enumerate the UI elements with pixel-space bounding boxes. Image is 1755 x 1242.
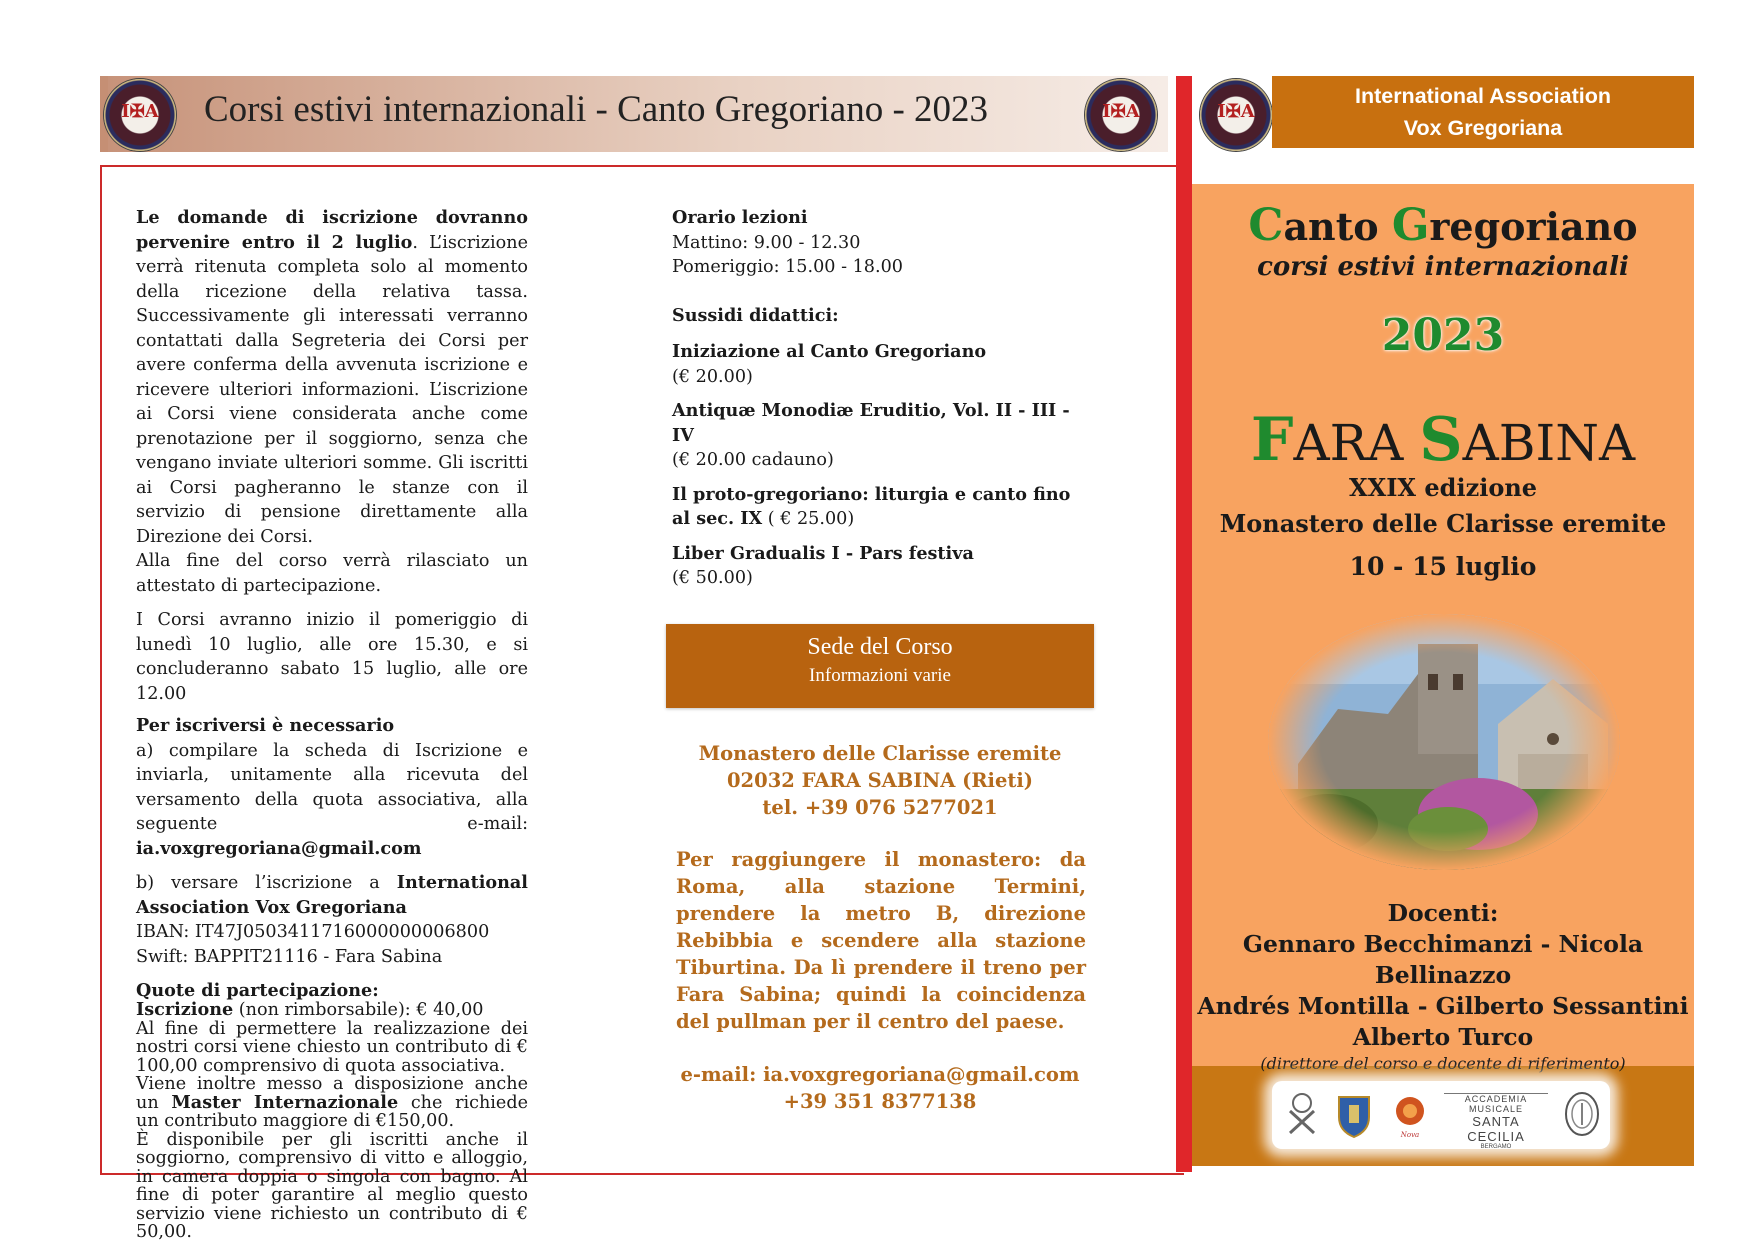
papal-keys-icon — [1282, 1089, 1322, 1139]
quote-text-2 — [136, 1075, 528, 1131]
svg-text:Nova: Nova — [1400, 1131, 1420, 1139]
venue-label: Monastero delle Clarisse eremite — [1219, 509, 1667, 538]
sussidio-title: Il proto-gregoriano: liturgia e canto fino al sec. IX — [672, 483, 1071, 529]
title-initial: C — [1248, 200, 1284, 251]
contact-email[interactable]: e-mail: ia.voxgregoriana@gmail.com — [680, 1063, 1080, 1086]
attestato-text: Alla fine del corso verrà rilasciato un attestato di partecipazione. — [136, 551, 528, 596]
header-banner — [100, 76, 1168, 152]
sussidio-title: Iniziazione al Canto Gregoriano — [672, 341, 987, 362]
info-column — [672, 206, 1092, 601]
quote-iscrizione-value: (non rimborsabile): € 40,00 — [233, 1000, 484, 1020]
divider-bar — [1176, 76, 1192, 1172]
association-banner — [1272, 76, 1694, 148]
orario-heading: Orario lezioni — [672, 207, 808, 228]
title-part: anto — [1283, 204, 1392, 249]
master-label: Master Internazionale — [171, 1091, 399, 1113]
contact-block — [666, 1061, 1094, 1115]
orario-mattino: Mattino: 9.00 - 12.30 — [672, 232, 861, 253]
teachers-line: Gennaro Becchimanzi - Nicola Bellinazzo — [1242, 930, 1644, 989]
sussidio-item — [672, 399, 1092, 473]
association-line-2: Vox Gregoriana — [1403, 116, 1563, 140]
contact-phone: +39 351 8377138 — [783, 1090, 977, 1113]
orario-pomeriggio: Pomeriggio: 15.00 - 18.00 — [672, 257, 903, 277]
quote-iscrizione — [136, 1001, 528, 1020]
sussidio-item — [672, 542, 1092, 591]
phone-line: tel. +39 076 5277021 — [762, 796, 998, 819]
academy-logo — [1444, 1093, 1548, 1150]
quote-text-2a: Viene inoltre messo a disposizione anche un — [136, 1074, 528, 1113]
association-seal-icon: I✠A — [1085, 79, 1157, 151]
course-dates: 10 - 15 luglio — [1349, 552, 1537, 581]
academy-line-2: SANTA CECILIA — [1467, 1114, 1525, 1144]
quote-text-1: Al fine di permettere la realizzazione dei nostri corsi viene chiesto un contributo di € 100,00 comprensivo di quota associativa. — [136, 1018, 528, 1076]
sussidio-item — [672, 340, 1092, 389]
location-initial: S — [1419, 405, 1463, 475]
association-seal-icon: I✠A — [1200, 79, 1272, 151]
sun-emblem-icon — [1386, 1089, 1434, 1139]
sussidio-item — [672, 483, 1092, 532]
swift: Swift: BAPPIT21116 - Fara Sabina — [136, 946, 443, 967]
iban: IBAN: IT47J0503411716000000006800 — [136, 922, 490, 942]
sussidio-price: (€ 20.00 cadauno) — [672, 450, 834, 470]
cover-location — [1192, 405, 1694, 475]
address-line: 02032 FARA SABINA (Rieti) — [726, 769, 1034, 792]
edition-label: XXIX edizione — [1348, 473, 1538, 502]
location-part: ABINA — [1462, 414, 1636, 472]
round-seal-icon — [1562, 1089, 1602, 1139]
teachers-line: Andrés Montilla - Gilberto Sessantini — [1197, 992, 1689, 1020]
address-line: Monastero delle Clarisse eremite — [698, 742, 1062, 765]
registration-text: . L’iscrizione verrà ritenuta completa solo al momento della ricezione della relativa tassa. Successivamente gli interessati verranno contattati dalla Segreteria dei Corsi per avere conferma della avvenuta iscrizione e ricevere ulteriori informazioni. L’iscrizione ai Corsi viene considerata anche come prenotazione per il soggiorno, senza che vengano inviate ulteriori somme. Gli iscritti ai Corsi pagheranno le stanze con il servizio di pensione direttamente alla Direzione dei Corsi. — [136, 232, 528, 547]
iscriversi-step-b — [136, 871, 528, 920]
sussidio-price: (€ 50.00) — [672, 568, 753, 588]
sede-banner — [666, 624, 1094, 708]
step-a-text: a) compilare la scheda di Iscrizione e inviarla, unitamente alla ricevuta del versamento della quota associativa, alla seguente e-mail: — [136, 740, 528, 834]
teachers-block — [1192, 898, 1694, 1075]
page-title: Corsi estivi internazionali - Canto Gregoriano - 2023 — [204, 89, 989, 130]
academy-line-3: BERGAMO — [1480, 1144, 1512, 1150]
sussidio-price: ( € 25.00) — [762, 509, 855, 529]
address-block — [666, 740, 1094, 821]
registration-column — [136, 206, 528, 1242]
association-line-1: International Association — [1354, 84, 1612, 108]
quote-iscrizione-label: Iscrizione — [136, 999, 234, 1020]
title-part: regoriano — [1429, 204, 1638, 249]
title-initial: G — [1391, 200, 1430, 251]
iscriversi-step-a — [136, 739, 528, 862]
association-seal-icon: I✠A — [104, 79, 176, 151]
teachers-line: Alberto Turco — [1352, 1023, 1534, 1051]
partner-logos — [1272, 1081, 1610, 1149]
location-part: ARA — [1293, 414, 1420, 472]
quote-text-2b: che richiede un contributo maggiore di €150,00. — [136, 1092, 529, 1131]
sede-title: Sede del Corso — [807, 634, 953, 660]
teachers-heading: Docenti: — [1387, 899, 1499, 927]
directions-text: Per raggiungere il monastero: da Roma, alla stazione Termini, prendere la metro B, direzione Rebibbia e scendere alla stazione Tiburtina. Da lì prendere il treno per Fara Sabina; quindi la coincidenza del pullman per il centro del paese. — [676, 848, 1086, 1033]
cover-year: 2023 — [1381, 310, 1505, 361]
step-b-text: b) versare l’iscrizione a — [136, 873, 397, 893]
academy-line-1: ACCADEMIA MUSICALE — [1444, 1093, 1548, 1114]
cover-title — [1192, 200, 1694, 251]
sussidi-heading: Sussidi didattici: — [672, 304, 839, 326]
quote-heading: Quote di partecipazione: — [136, 980, 379, 1001]
iscriversi-heading: Per iscriversi è necessario — [136, 715, 395, 736]
edition-block — [1192, 470, 1694, 542]
sede-subtitle: Informazioni varie — [809, 665, 951, 686]
cover-subtitle: corsi estivi internazionali — [1257, 252, 1629, 282]
sussidio-title: Liber Gradualis I - Pars festiva — [672, 542, 974, 564]
registration-deadline: Le domande di iscrizione dovranno pervenire entro il 2 luglio — [136, 207, 528, 253]
registration-paragraph — [136, 206, 528, 549]
coat-of-arms-icon — [1334, 1089, 1374, 1139]
teachers-note: (direttore del corso e docente di riferimento) — [1260, 1054, 1626, 1073]
course-schedule-text: I Corsi avranno inizio il pomeriggio di lunedì 10 luglio, alle ore 15.30, e si concluderanno sabato 15 luglio, alle ore 12.00 — [136, 610, 528, 704]
association-name: International Association Vox Gregoriana — [136, 872, 528, 918]
sussidio-title: Antiquæ Monodiæ Eruditio, Vol. II - III - IV — [672, 400, 1070, 446]
quote-text-3: È disponibile per gli iscritti anche il soggiorno, comprensivo di vitto e alloggio, in camera doppia o singola con bagno. Al fine di poter garantire al meglio questo servizio viene richiesto un contributo di € 50,00. — [136, 1129, 528, 1242]
location-initial: F — [1250, 405, 1294, 475]
monastery-photo — [1268, 614, 1620, 870]
registration-email[interactable]: ia.voxgregoriana@gmail.com — [136, 837, 422, 859]
sussidio-price: (€ 20.00) — [672, 366, 753, 387]
